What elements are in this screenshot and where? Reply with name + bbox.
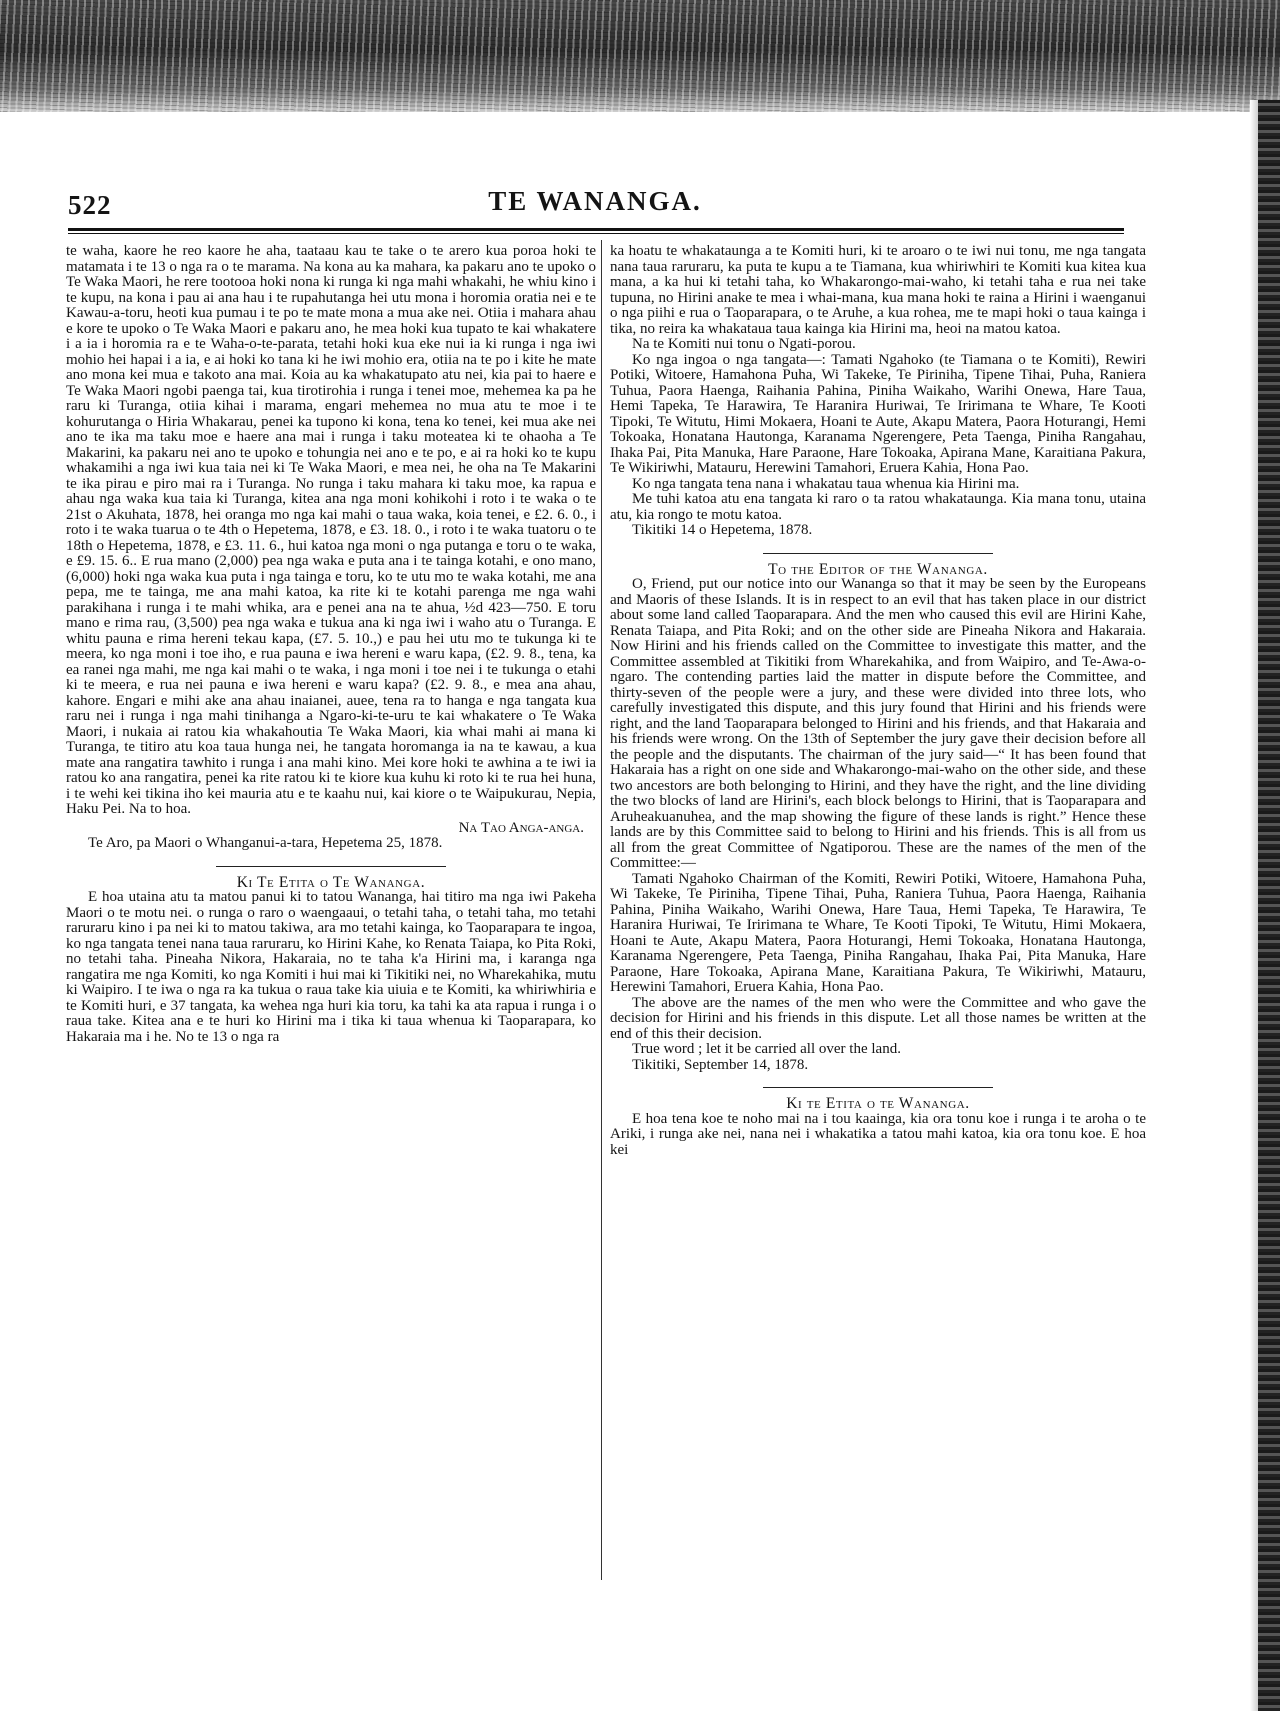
instruction-note: Me tuhi katoa atu ena tangata ki raro o ta ratou whakataunga. Kia mana tonu, utaina atu, kia rongo te motu katoa.: [610, 491, 1146, 523]
scan-right-shadow: [1250, 100, 1258, 1711]
separator-rule: [763, 1087, 993, 1088]
letter-1-dateline: Te Aro, pa Maori o Whanganui-a-tara, Hepetema 25, 1878.: [88, 835, 443, 851]
scan-right-edge: [1258, 100, 1280, 1711]
scan-top-edge: [0, 0, 1280, 112]
english-closing-note: The above are the names of the men who were the Committee and who gave the decision for Hirini and his friends in this dispute. Let all those names be written at the end of this their decision.: [610, 994, 1146, 1042]
letter-3-body: E hoa tena koe te noho mai na i tou kaainga, kia ora tonu koe i runga i te aroha o te Ariki, i runga ake nei, nana nei i whakatika a tatou mahi katoa, kia ora tonu koe. E hoa kei: [610, 1110, 1146, 1158]
page-title: TE WANANGA.: [488, 186, 702, 216]
letter-2-heading: Ki Te Etita o Te Wananga.: [236, 873, 426, 891]
left-column: [66, 244, 596, 1045]
english-dateline: Tikitiki, September 14, 1878.: [632, 1056, 809, 1073]
english-letter-heading: To the Editor of the Wananga.: [768, 560, 988, 578]
letter-1-signature: Na Tao Anga-anga.: [458, 819, 584, 836]
page-header: [68, 186, 1122, 226]
letter-1-body: te waha, kaore he reo kaore he aha, taataau kau te take o te arero kua poroa hoki te matamata i te 13 o nga ra o te marama. Na kona au ka mahara, ka pakaru ano te upoko o Te Waka Maori, he rere tootooa hoki nona ki runga ki nga mahi whakahi, he whiu kino i te kupu, na kona i pau ai ana hau i te rupahutanga hei utu mona i horomia oratia nei e te Kawau-a-toru, heoti kua pumau i te po te mate mona a mua ake nei. Otiia i mahara ahau e kore te upoko o Te Waka Maori e pakaru ano, he mea hoki kua tupato te kai whakatere i a ia i horomia ra e te Waha-o-te-parata, tetahi hoki kua eke nui ia ki runga i nga iwi mohio hei hapai i a ia, e ai hoki ko tana ki he iwi mohio era, otiia na te po i kite he mate ano mona kei mua e takoto ana mai. Koia au ka whakatupato atu nei, kia pai to haere e Te Waka Maori ngobi paenga tai, kua tirotirohia i runga i tenei moe, mehemea ka pa he raru ki Turanga, otiia kihai i marama, engari mehemea no mua atu te moe i te kohurutanga o Hiria Whakarau, penei ka tupono ki kona, tena ko tenei, kei mua ake nei ano te ika ma taku moe e haere ana mai i runga i taku moteatea ki te ohaoha a Te Makarini, ka pakaru nei ano te upoko e tohungia nei ano e te po, e ai ra hoki ko te kupu whakamihi a nga iwi kua taia nei ki Te Waka Maori, e mea nei, he oha na Te Makarini te ika pirau e piro mai ra i Turanga. No runga i taku mahara ki taku moe, ka rapua e ahau nga waka kua taia ki Turanga, kitea ana nga moni kohikohi i roto i te waka o te 21st o Akuhata, 1878, hei oranga mo nga kai mahi o taua waka, koia tenei, e £2. 6. 0., i roto i te waka tuarua o te 4th o Hepetema, 1878, e £3. 18. 0., i roto i te waka tuatoru o te 18th o Hepetema, 1878, e £3. 11. 6., hui katoa nga moni o nga putanga e toru o te waka, e £9. 15. 6.. E rua mano (2,000) pea nga waka e puta ana i te tainga kotahi, e ono mano, (6,000) hoki nga waka kua puta i nga tainga e toru, ko te utu mo te waka kotahi, me ana pepa, me te tainga, me ana mahi katoa, ka rite ki te kotahi parenga me nga wahi parakihana i runga i te mahi whika, ara e penei ana na te ahua, ½d 423—750. E toru mano e rima rau, (3,500) pea nga waka e tukua ana ki nga iwi i waho atu o Turanga. E whitu pauna e rima hereni tekau kapa, (£7. 5. 10.,) e pau hei utu mo te tukunga ki te meera, ko nga moni i toe iho, e rua pauna e iwa hereni e waru kapa, (£2. 9. 8., tena, ka ea ranei nga mahi, me nga kai mahi o te waka, i nga moni i toe nei i te tukunga o etahi ki te meera, e rua nei pauna e iwa hereni e waru kapa? (£2. 9. 8., e mea ana ahau, kahore. Engari e mihi ake ana ahau inaianei, auee, tena ra to hanga e nga tangata kua raru nei i runga i nga mahi tinihanga a Ngaro-ki-te-uru te kai whakatere o Te Waka Maori, i nukaia ai ratou kia whakahoutia Te Waka Maori, kia whai mahi ai mana ki Turanga, te titiro atu koa taua hunga nei, he tangata horomanga ia na te kawau, a kua mate ana rangatira tawhito i runga i ana mahi kino. Mei kore hoki te awhina a te iwi ia ratou ko ana rangatira, penei ka rite ratou ki te kiore kua kuhu ki roto ki te rua hei huna, i te wehi kei tikina iho kei mauria atu e te kaahu nui, kai kiore o te Waipukurau, Nepia, Haku Pei. Na to hoa.: [66, 243, 596, 817]
committee-names-english: Tamati Ngahoko Chairman of the Komiti, Rewiri Potiki, Witoere, Hamahona Puha, Wi Takeke, Te Piriniha, Tipene Tihai, Puha, Raniera Tuhua, Paora Haenga, Raihania Pahina, Piniha Waikaho, Warihi Onewa, Hare Taua, Hemi Tapeka, Te Harawira, Te Haranira Huriwai, Te Iririmana te Whare, Te Kooti Tipoki, Te Witutu, Himi Mokaera, Hoani te Aute, Akapu Matera, Paora Hoturangi, Hemi Tokoaka, Honatana Hautonga, Karanama Ngerengere, Peta Taenga, Piniha Rangahau, Ihaka Pai, Pita Manuka, Hare Paraone, Hare Tokoaka, Apirana Mane, Karaitiana Pakura, Te Wikiriwhi, Matauru, Herewini Tamahori, Eruera Kahia, Hona Pao.: [610, 870, 1146, 995]
letter-2-body: E hoa utaina atu ta matou panui ki to tatou Wananga, hai titiro ma nga iwi Pakeha Maori o te motu nei. o runga o raro o waengaaui, o tetahi taha, o tetahi taha, mo tetahi raruraru kino i pa nei ki to matou takiwa, ara mo tetahi kainga, ko Taoparapara te ingoa, ko nga tangata tenei nana taua raruraru, ko Hirini Kahe, ko Renata Taiapa, ko Pita Roki, no tetahi taha. Pineaha Nikora, Hakaraia, no te taha k'a Hirini ma, i karanga nga rangatira me nga Komiti, ko nga Komiti i hui mai ki Tikitiki nei, no Wharekahika, mutu ki Waipiro. I te iwa o nga ra ka tukua o raua take kia uiuia e te Komiti, ka whiriwhiria e te Komiti huri, e 37 tangata, ka wehea nga huri kia toru, ka tahi ka ata rapua i runga i o raua take. Kitea ana e te huri ko Hirini ma i tika ki taua whenua ki Taoparapara, ko Hakaraia ma i he. No te 13 o nga ra: [66, 889, 596, 1045]
decision-note: Ko nga tangata tena nana i whakatau taua whenua kia Hirini ma.: [632, 475, 1020, 492]
true-word-line: True word ; let it be carried all over the land.: [632, 1041, 901, 1057]
committee-names-maori: Ko nga ingoa o nga tangata—: Tamati Ngahoko (te Tiamana o te Komiti), Rewiri Potiki, Witoere, Hamahona Puha, Wi Takeke, Te Piriniha, Tipene Tihai, Puha, Raniera Tuhua, Paora Haenga, Raihania Pahina, Piniha Waikaho, Warihi Onewa, Hare Taua, Hemi Tapeka, Te Harawira, Te Haranira Huriwai, Te Iririmana te Whare, Te Kooti Tipoki, Te Witutu, Himi Mokaera, Hoani te Aute, Akapu Matera, Paora Hoturangi, Hemi Tokoaka, Honatana Hautonga, Karanama Ngerengere, Peta Taenga, Piniha Rangahau, Ihaka Pai, Pita Manuka, Hare Paraone, Hare Tokoaka, Apirana Mane, Karaitiana Pakura, Te Wikiriwhi, Matauru, Herewini Tamahori, Eruera Kahia, Hona Pao.: [610, 351, 1146, 476]
maori-dateline: Tikitiki 14 o Hepetema, 1878.: [632, 522, 813, 538]
right-column: [610, 244, 1146, 1158]
column-divider: [601, 240, 602, 1580]
header-rule-thin: [68, 233, 1124, 234]
committee-signoff: Na te Komiti nui tonu o Ngati-porou.: [632, 336, 856, 352]
english-letter-body: O, Friend, put our notice into our Wananga so that it may be seen by the Europeans and Maoris of these Islands. It is in respect to an evil that has taken place in our district about some land called Taoparapara. And the men who caused this evil are Hirini Kahe, Renata Taiapa, and Pita Roki; and on the other side are Pineaha Nikora and Hakaraia. Now Hirini and his friends called on the Committee to investigate this matter, and the Committee assembled at Tikitiki from Wharekahika, and from Waipiro, and Te-Awa-o-ngaro. The contending parties laid the matter in dispute before the Committee, and thirty-seven of the people were a jury, and these were divided into three lots, who carefully investigated this dispute, and this jury found that Hirini and his friends were right, and the land Taoparapara belonged to Hirini and his friends, and that Hakaraia and his friends were wrong. On the 13th of September the jury gave their decision before all the people and the disputants. The chairman of the jury said—“ It has been found that Hakaraia has a right on one side and Whakarongo-mai-waho on the other side, and these two ancestors are both belonging to Hirini, and they have the right, and the line dividing the two blocks of land are Hirini's, each block belongs to Hirini, that is Taoparapara and Aruheakuanuhea, and the map showing the figure of these lands is right.” Hence these lands are by this Committee said to belong to Hirini and his friends. This is all from us all from the great Committee of Ngatiporou. These are the names of the men of the Committee:—: [610, 576, 1146, 871]
header-rule-thick: [68, 228, 1124, 231]
page-number: 522: [68, 190, 112, 220]
separator-rule: [216, 866, 446, 867]
separator-rule: [763, 553, 993, 554]
letter-2-continued: ka hoatu te whakataunga a te Komiti huri, ki te aroaro o te iwi nui tonu, me nga tangata nana taua raruraru, ka puta te kupu a te Tiamana, kua whiriwhiri te Komiti kua kitea kua mana, a ka hui ki tetahi taha, ko Whakarongo-mai-waho, ki tetahi taha e rua nei take tupuna, no Hirini anake te mea i whai-mana, kua mana hoki te raina a Hirini i waenganui o nga piihi e rua o Taoparapara, o te Aruhe, a kua rohea, me te mapi hoki o taua kainga i tika, no reira ka whakataua taua kainga kia Hirini ma, heoi na matou katoa.: [610, 243, 1146, 337]
letter-3-heading: Ki te Etita o te Wananga.: [786, 1095, 970, 1112]
